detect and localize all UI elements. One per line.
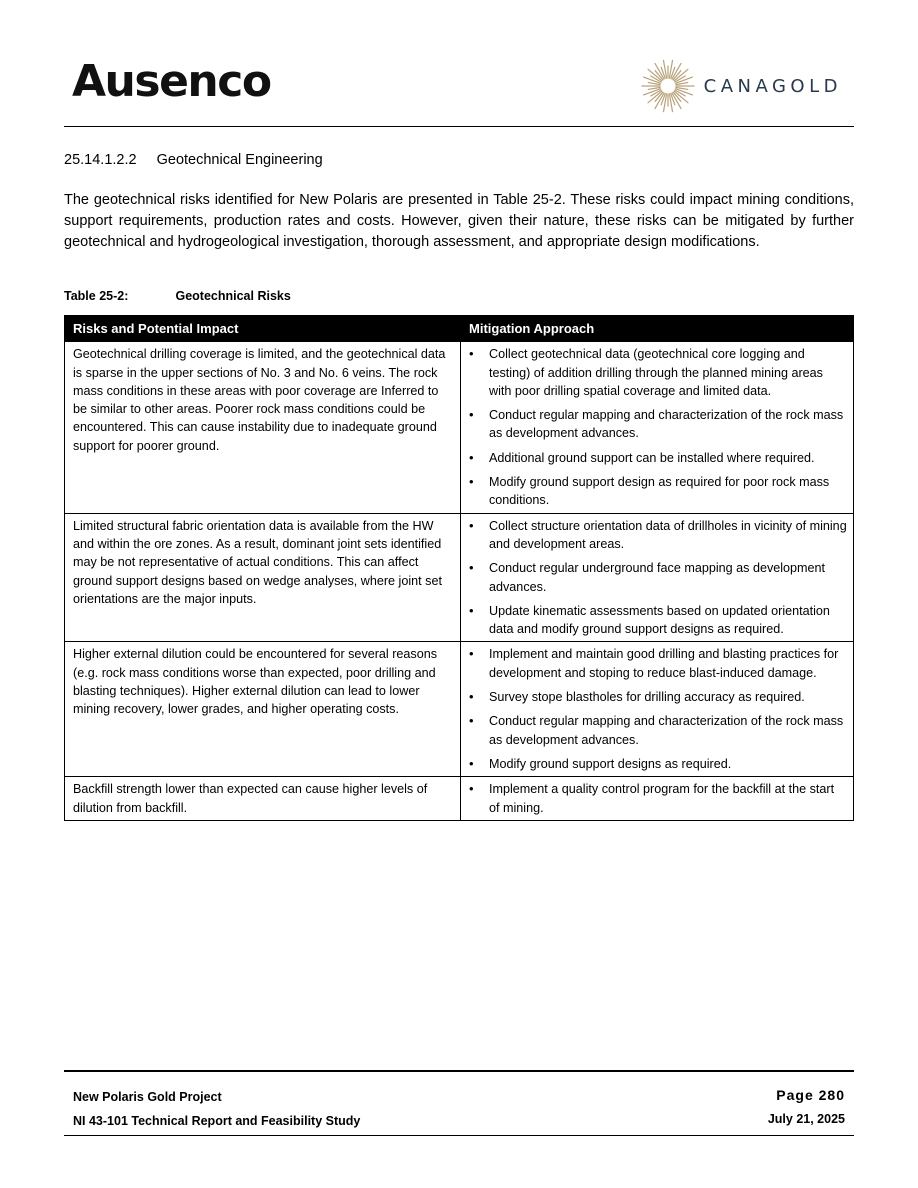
mitigation-item: • Implement and maintain good drilling and blasting practices for development and stoping to reduce blast-induced damage.: [467, 645, 847, 682]
sunburst-icon: [640, 58, 696, 114]
canagold-logo: [640, 56, 842, 116]
footer-left: [73, 1085, 360, 1133]
mitigation-item: • Collect geotechnical data (geotechnical core logging and testing) of addition drilling through the planned mining areas with poor drilling spatial coverage and limited data.: [467, 345, 847, 400]
risk-cell: Geotechnical drilling coverage is limited, and the geotechnical data is sparse in the upper sections of No. 3 and No. 6 veins. The rock mass conditions in these areas with poor coverage are Inferred to be similar to other areas. Poorer rock mass conditions could be encountered. This can cause instability due to inadequate ground support for poorer ground.: [65, 342, 461, 513]
footer-divider-top: [64, 1070, 854, 1072]
table-row: [65, 342, 854, 513]
table-caption: [64, 289, 291, 303]
table-header-row: [65, 316, 854, 342]
mitigation-cell: [461, 513, 854, 642]
table-row: [65, 513, 854, 642]
mitigation-item: • Conduct regular underground face mapping as development advances.: [467, 559, 847, 596]
table-caption-title: Geotechnical Risks: [175, 289, 291, 303]
table-body: [65, 342, 854, 821]
risk-cell: Backfill strength lower than expected can cause higher levels of dilution from backfill.: [65, 777, 461, 821]
risk-cell: Higher external dilution could be encountered for several reasons (e.g. rock mass conditions worse than expected, poor drilling and blasting techniques). Higher external dilution can lead to lower mining recovery, lower grades, and higher operating costs.: [65, 642, 461, 777]
mitigation-item: • Conduct regular mapping and characterization of the rock mass as development advances.: [467, 406, 847, 443]
section-heading: [64, 152, 323, 168]
mitigation-cell: [461, 642, 854, 777]
header-divider: [64, 126, 854, 127]
mitigation-item: • Modify ground support designs as required.: [467, 755, 847, 773]
intro-paragraph: The geotechnical risks identified for New Polaris are presented in Table 25-2. These risks could impact mining conditions, support requirements, production rates and costs. However, given their nature, these risks can be mitigated by further geotechnical and hydrogeological investigation, thorough assessment, and appropriate design modifications.: [64, 192, 854, 250]
footer-project: New Polaris Gold Project: [73, 1090, 222, 1104]
mitigation-list: [467, 645, 847, 773]
footer-right: [768, 1083, 845, 1131]
mitigation-item: • Conduct regular mapping and characterization of the rock mass as development advances.: [467, 712, 847, 749]
mitigation-item: • Implement a quality control program for the backfill at the start of mining.: [467, 780, 847, 817]
ausenco-logo: [72, 56, 271, 108]
page-header: [64, 56, 854, 116]
mitigation-item: • Survey stope blastholes for drilling accuracy as required.: [467, 688, 847, 706]
ausenco-logo-text: Ausenco: [72, 56, 271, 107]
mitigation-cell: [461, 777, 854, 821]
risk-cell: Limited structural fabric orientation data is available from the HW and within the ore zones. As a result, dominant joint sets identified may be not representative of actual conditions. This can affect ground support designs based on wedge analyses, where joint set orientations are the major inputs.: [65, 513, 461, 642]
section-number: 25.14.1.2.2: [64, 152, 137, 168]
canagold-logo-text: CANAGOLD: [703, 75, 842, 97]
mitigation-list: [467, 345, 847, 509]
table-caption-label: Table 25-2:: [64, 289, 129, 303]
mitigation-list: [467, 780, 847, 817]
mitigation-cell: [461, 342, 854, 513]
header-mitigation: Mitigation Approach: [461, 316, 854, 342]
footer-report: NI 43-101 Technical Report and Feasibility Study: [73, 1114, 361, 1128]
footer-divider-bottom: [64, 1135, 854, 1136]
section-title: Geotechnical Engineering: [156, 152, 323, 168]
table-row: [65, 642, 854, 777]
mitigation-item: • Update kinematic assessments based on updated orientation data and modify ground support designs as required.: [467, 602, 847, 639]
footer-page-number: Page 280: [776, 1087, 845, 1103]
header-risks: Risks and Potential Impact: [65, 316, 461, 342]
mitigation-item: • Additional ground support can be installed where required.: [467, 449, 847, 467]
mitigation-item: • Modify ground support design as required for poor rock mass conditions.: [467, 473, 847, 510]
mitigation-item: • Collect structure orientation data of drillholes in vicinity of mining and development areas.: [467, 517, 847, 554]
footer-date: July 21, 2025: [767, 1112, 845, 1126]
mitigation-list: [467, 517, 847, 639]
table-row: [65, 777, 854, 821]
geotechnical-risks-table: [64, 315, 854, 821]
